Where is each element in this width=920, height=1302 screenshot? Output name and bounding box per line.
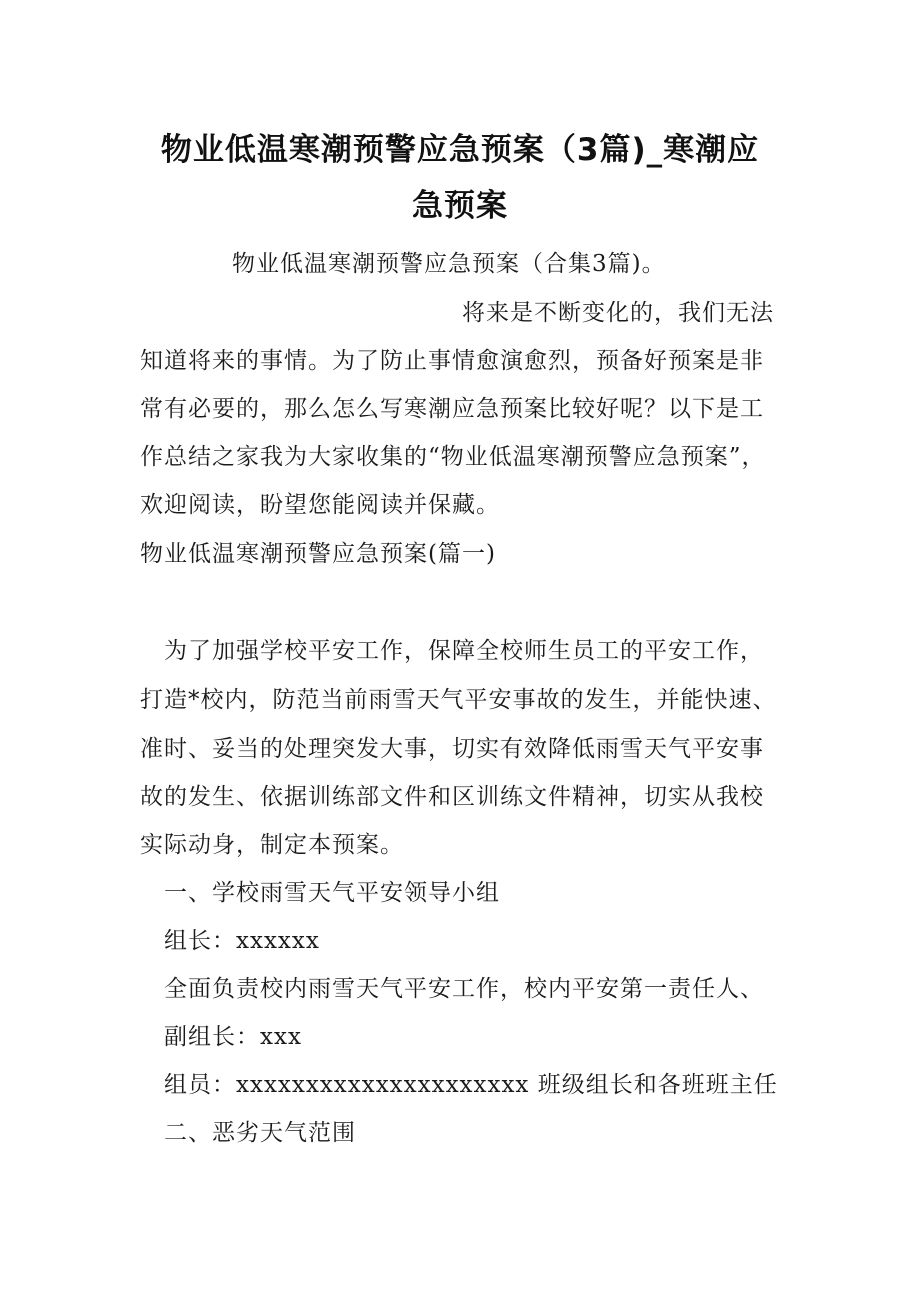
list-item: 副组长：xxx <box>164 1024 302 1050</box>
body-line: 准时、妥当的处理突发大事，切实有效降低雨雪天气平安事 <box>140 736 764 762</box>
body-line: 故的发生、依据训练部文件和区训练文件精神，切实从我校 <box>140 784 764 810</box>
list-item: 二、恶劣天气范围 <box>164 1120 356 1146</box>
intro-line: 欢迎阅读，盼望您能阅读并保藏。 <box>140 492 500 518</box>
body-line: 打造*校内，防范当前雨雪天气平安事故的发生，并能快速、 <box>140 687 777 713</box>
intro-line: 常有必要的，那么怎么写寒潮应急预案比较好呢？以下是工 <box>140 396 764 422</box>
document-title-line-2: 急预案 <box>412 188 508 224</box>
list-item: 组长：xxxxxx <box>164 928 320 954</box>
list-item: 组员：xxxxxxxxxxxxxxxxxxxxx 班级组长和各班班主任 <box>164 1072 778 1098</box>
list-item: 全面负责校内雨雪天气平安工作，校内平安第一责任人、 <box>164 976 764 1002</box>
list-item: 一、学校雨雪天气平安领导小组 <box>164 880 500 906</box>
intro-line: 作总结之家我为大家收集的“物业低温寒潮预警应急预案”， <box>140 444 766 470</box>
section-heading: 物业低温寒潮预警应急预案(篇一) <box>140 541 496 567</box>
document-title-line-1: 物业低温寒潮预警应急预案（3篇)_寒潮应 <box>160 132 760 168</box>
intro-line: 将来是不断变化的，我们无法 <box>462 300 774 326</box>
body-line: 为了加强学校平安工作，保障全校师生员工的平安工作， <box>164 638 764 664</box>
document-subtitle: 物业低温寒潮预警应急预案（合集3篇)。 <box>232 251 666 277</box>
body-line: 实际动身，制定本预案。 <box>140 832 404 858</box>
intro-line: 知道将来的事情。为了防止事情愈演愈烈，预备好预案是非 <box>140 348 764 374</box>
